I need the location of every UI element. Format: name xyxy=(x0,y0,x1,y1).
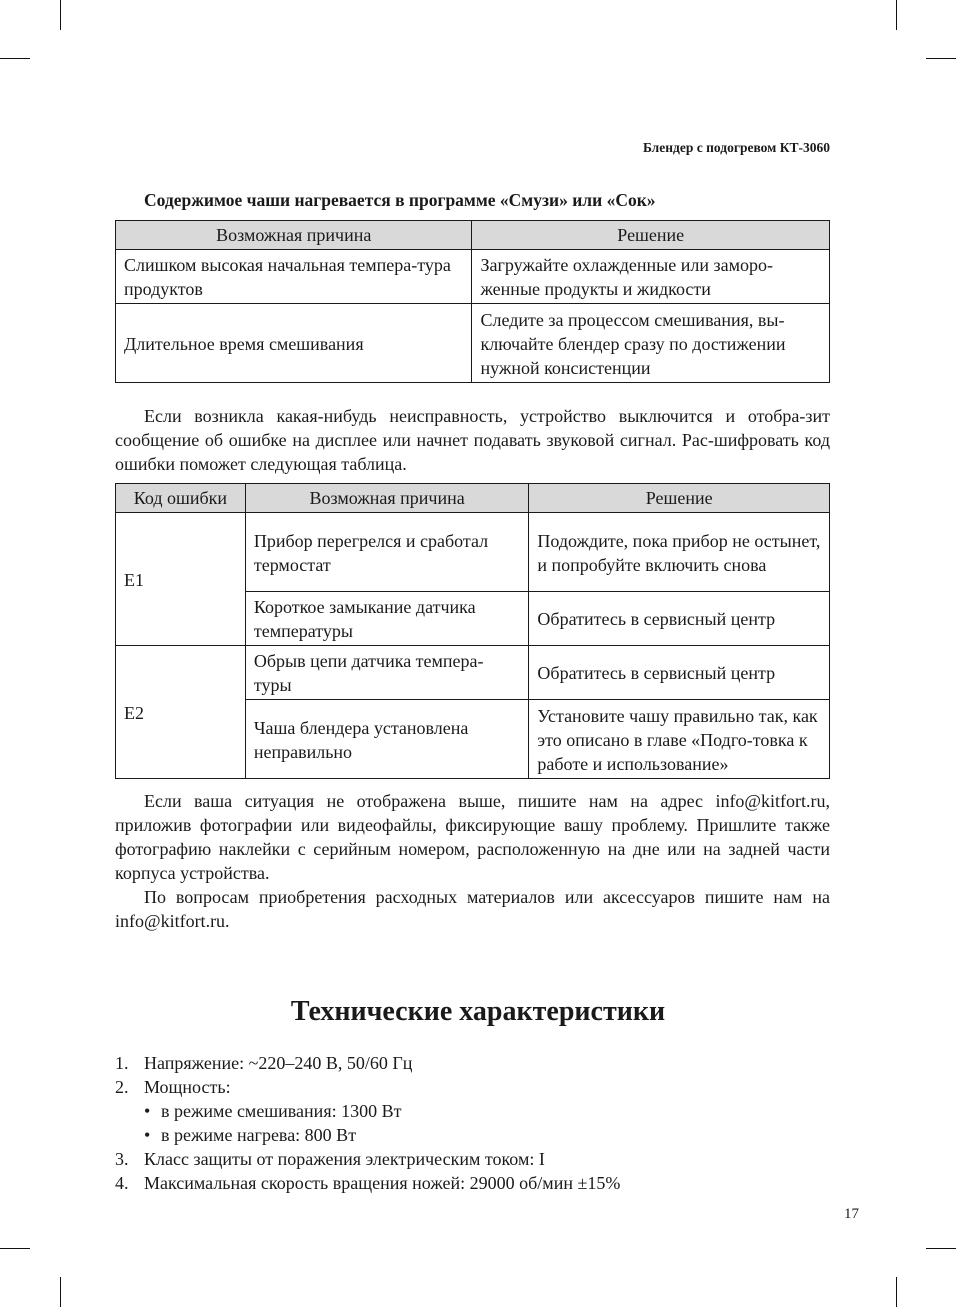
error-code-cell: E2 xyxy=(116,646,246,779)
specs-item-text: Мощность: xyxy=(144,1077,231,1097)
specs-subitem-text: в режиме смешивания: 1300 Вт xyxy=(161,1101,402,1121)
troubleshooting-table-heating xyxy=(115,220,830,383)
table-row xyxy=(116,250,830,304)
specs-subitem xyxy=(144,1099,620,1123)
contact-paragraph-1: Если ваша ситуация не отображена выше, пишите нам на адрес info@kitfort.ru, приложив фотографии или видеофайлы, фиксирующие вашу проблему. Пришлите также фотографию наклейки с серийным номером, расположенную на дне или на задней части корпуса устройства. xyxy=(115,791,830,883)
table-row xyxy=(116,304,830,383)
specs-item xyxy=(115,1147,620,1171)
contact-paragraphs xyxy=(115,789,830,933)
specs-heading: Технические характеристики xyxy=(290,996,666,1027)
crop-mark-bottom-right xyxy=(896,1277,897,1307)
specs-item-text: Максимальная скорость вращения ножей: 29000 об/мин ±15% xyxy=(144,1173,621,1193)
bullet-icon: • xyxy=(144,1101,151,1121)
intro-paragraph: Если возникла какая-нибудь неисправность, устройство выключится и отобра-зит сообщение об ошибке на дисплее или начнет подавать звуковой сигнал. Рас-шифровать код ошибки поможет следующая таблица. xyxy=(115,406,830,474)
specs-list xyxy=(115,1051,620,1195)
crop-mark-top-right xyxy=(896,0,897,30)
column-header-solution: Решение xyxy=(529,484,830,513)
column-header-cause: Возможная причина xyxy=(245,484,529,513)
solution-cell: Загружайте охлажденные или заморо-женные продукты и жидкости xyxy=(472,250,830,304)
crop-mark-bottom-left xyxy=(60,1277,61,1307)
cause-cell: Прибор перегрелся и сработал термостат xyxy=(245,513,529,592)
running-header: Блендер с подогревом КТ-3060 xyxy=(642,140,830,155)
solution-cell: Обратитесь в сервисный центр xyxy=(529,646,830,700)
error-code-table xyxy=(115,483,830,779)
specs-sublist xyxy=(144,1099,620,1147)
specs-item xyxy=(115,1075,620,1147)
cause-cell: Чаша блендера установлена неправильно xyxy=(245,700,529,779)
column-header-code: Код ошибки xyxy=(116,484,246,513)
specs-item xyxy=(115,1171,620,1195)
bullet-icon: • xyxy=(144,1125,151,1145)
cause-cell: Обрыв цепи датчика темпера-туры xyxy=(245,646,529,700)
crop-mark-bottom-right-h xyxy=(926,1248,956,1249)
specs-item-number: 2. xyxy=(115,1077,129,1097)
column-header-cause: Возможная причина xyxy=(116,221,472,250)
column-header-solution: Решение xyxy=(472,221,830,250)
solution-cell: Обратитесь в сервисный центр xyxy=(529,592,830,646)
crop-mark-top-left-h xyxy=(0,58,30,59)
specs-item-number: 3. xyxy=(115,1149,129,1169)
table-header-row xyxy=(116,484,830,513)
specs-item xyxy=(115,1051,620,1075)
specs-subitem-text: в режиме нагрева: 800 Вт xyxy=(161,1125,357,1145)
table-row xyxy=(116,646,830,700)
specs-subitem xyxy=(144,1123,620,1147)
page-number: 17 xyxy=(844,1206,859,1222)
intro-paragraph-block xyxy=(115,404,830,476)
cause-cell: Длительное время смешивания xyxy=(116,304,472,383)
section-title: Содержимое чаши нагревается в программе «Смузи» или «Сок» xyxy=(144,190,656,210)
specs-item-text: Класс защиты от поражения электрическим током: I xyxy=(144,1149,545,1169)
specs-item-number: 4. xyxy=(115,1173,129,1193)
cause-cell: Слишком высокая начальная темпера-тура продуктов xyxy=(116,250,472,304)
crop-mark-top-left xyxy=(60,0,61,30)
error-code-cell: E1 xyxy=(116,513,246,646)
solution-cell: Установите чашу правильно так, как это описано в главе «Подго-товка к работе и использование» xyxy=(529,700,830,779)
contact-paragraph-2: По вопросам приобретения расходных материалов или аксессуаров пишите нам на info@kitfort.ru. xyxy=(115,887,830,931)
specs-item-number: 1. xyxy=(115,1053,129,1073)
solution-cell: Следите за процессом смешивания, вы-ключайте блендер сразу по достижении нужной консистенции xyxy=(472,304,830,383)
solution-cell: Подождите, пока прибор не остынет, и попробуйте включить снова xyxy=(529,513,830,592)
specs-item-text: Напряжение: ~220–240 В, 50/60 Гц xyxy=(144,1053,413,1073)
crop-mark-top-right-h xyxy=(926,58,956,59)
table-header-row xyxy=(116,221,830,250)
crop-mark-bottom-left-h xyxy=(0,1248,30,1249)
table-row xyxy=(116,513,830,592)
cause-cell: Короткое замыкание датчика температуры xyxy=(245,592,529,646)
